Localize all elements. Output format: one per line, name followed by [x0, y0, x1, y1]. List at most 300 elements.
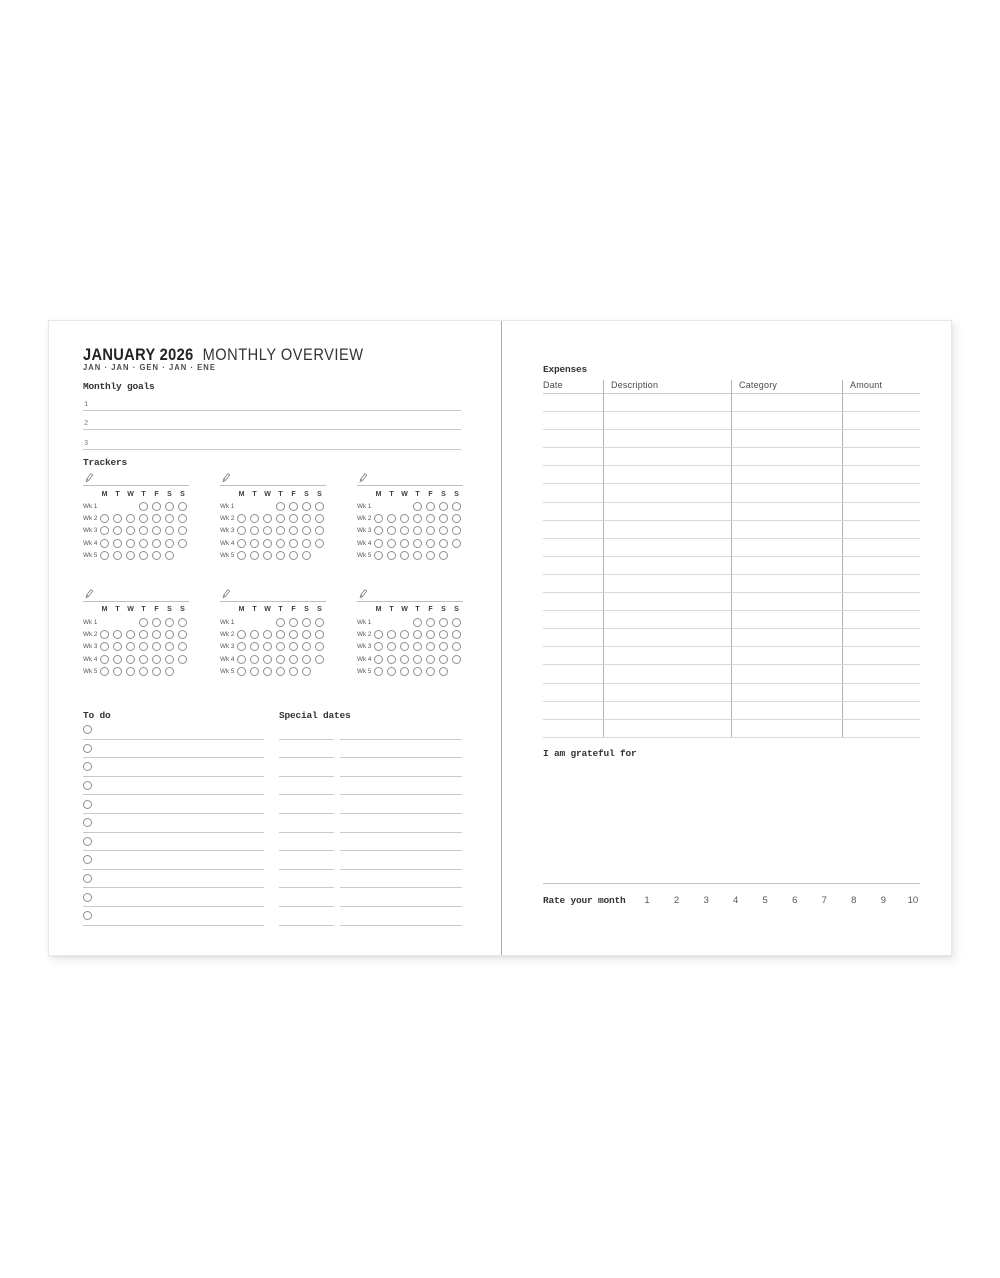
week-label: Wk 5 — [357, 668, 372, 676]
expense-cell — [603, 503, 731, 520]
day-cell — [163, 539, 176, 548]
day-cell — [424, 630, 437, 639]
day-circle — [452, 642, 461, 651]
day-cell — [261, 526, 274, 535]
tracker-day-header-row — [83, 604, 189, 616]
day-cell — [398, 514, 411, 523]
special-date-line — [279, 795, 334, 814]
day-cell — [137, 642, 150, 651]
day-cell — [313, 642, 326, 651]
day-circle — [302, 526, 311, 535]
day-cell — [300, 618, 313, 627]
expense-cell — [842, 484, 920, 501]
week-label: Wk 3 — [83, 643, 98, 651]
day-cell — [372, 514, 385, 523]
day-cell — [411, 502, 424, 511]
day-circle — [263, 630, 272, 639]
day-cell — [424, 539, 437, 548]
day-circle — [250, 539, 259, 548]
day-circle — [276, 618, 285, 627]
day-circle — [439, 630, 448, 639]
expense-header-cell: Category — [731, 380, 842, 393]
day-cell — [137, 618, 150, 627]
day-cell — [98, 642, 111, 651]
tracker-block — [220, 589, 326, 678]
todo-circle — [83, 818, 92, 827]
day-circle — [178, 539, 187, 548]
tracker-week-row — [83, 537, 189, 549]
day-cell — [248, 642, 261, 651]
day-circle — [439, 618, 448, 627]
expense-cell — [842, 557, 920, 574]
day-circle — [100, 539, 109, 548]
day-cell — [137, 630, 150, 639]
week-label: Wk 2 — [357, 515, 372, 523]
day-cell — [313, 655, 326, 664]
day-circle — [400, 526, 409, 535]
special-dates-label: Special dates — [279, 710, 351, 721]
day-cell — [287, 618, 300, 627]
day-circle — [302, 539, 311, 548]
expense-row — [543, 539, 920, 557]
tracker-day-header-row — [357, 488, 463, 500]
expense-cell — [603, 412, 731, 429]
day-cell — [300, 642, 313, 651]
day-cell — [150, 526, 163, 535]
day-cell — [137, 655, 150, 664]
day-header-cell: S — [167, 490, 172, 498]
day-circle — [426, 642, 435, 651]
day-cell — [163, 526, 176, 535]
day-header-cell: S — [454, 606, 459, 614]
day-circle — [126, 526, 135, 535]
week-label: Wk 5 — [220, 668, 235, 676]
expense-cell — [543, 448, 603, 465]
day-circle — [126, 539, 135, 548]
expense-row — [543, 611, 920, 629]
day-circle — [400, 551, 409, 560]
day-cell — [411, 539, 424, 548]
expense-cell — [543, 539, 603, 556]
day-circle — [289, 539, 298, 548]
tracker-name-line — [220, 473, 326, 486]
day-cell — [235, 539, 248, 548]
day-circle — [139, 667, 148, 676]
todo-circle — [83, 874, 92, 883]
expense-cell — [603, 430, 731, 447]
day-cell — [450, 655, 463, 664]
day-circle — [315, 618, 324, 627]
expense-row — [543, 394, 920, 412]
expense-cell — [543, 521, 603, 538]
day-circle — [387, 551, 396, 560]
expense-cell — [603, 394, 731, 411]
tracker-week-row — [357, 525, 463, 537]
day-circle — [237, 630, 246, 639]
day-circle — [400, 642, 409, 651]
day-cell — [176, 539, 189, 548]
day-cell — [300, 630, 313, 639]
expense-cell — [603, 665, 731, 682]
special-date-line — [279, 833, 334, 852]
day-cell — [150, 642, 163, 651]
day-cell — [424, 618, 437, 627]
day-header-cell: S — [167, 606, 172, 614]
day-header-cell: T — [252, 606, 257, 614]
week-label: Wk 4 — [83, 655, 98, 663]
right-page — [501, 321, 951, 955]
day-cell — [111, 514, 124, 523]
todo-row — [83, 777, 264, 796]
day-header-cell: M — [101, 490, 108, 498]
tracker-week-row — [357, 641, 463, 653]
day-circle — [426, 514, 435, 523]
day-cell — [176, 618, 189, 627]
day-circle — [439, 551, 448, 560]
expense-cell — [731, 720, 842, 737]
expense-row — [543, 448, 920, 466]
day-circle — [178, 502, 187, 511]
day-cell — [398, 630, 411, 639]
expense-cell — [543, 430, 603, 447]
tracker-week-row — [83, 500, 189, 512]
goal-line-number: 1 — [84, 400, 89, 409]
day-circle — [315, 502, 324, 511]
day-cell — [261, 514, 274, 523]
day-cell — [450, 618, 463, 627]
day-cell — [300, 514, 313, 523]
day-cell — [137, 514, 150, 523]
pencil-icon — [84, 472, 94, 484]
special-date-line — [279, 907, 334, 926]
day-header-cell: T — [278, 490, 283, 498]
todo-row — [83, 740, 264, 759]
rate-number: 7 — [821, 895, 827, 906]
day-circle — [237, 667, 246, 676]
todo-row — [83, 870, 264, 889]
day-circle — [452, 630, 461, 639]
week-label: Wk 5 — [357, 552, 372, 560]
week-label: Wk 1 — [357, 502, 372, 510]
day-cell — [150, 502, 163, 511]
day-circle — [276, 655, 285, 664]
goal-line-number: 2 — [84, 420, 89, 428]
day-cell — [248, 667, 261, 676]
day-circle — [426, 526, 435, 535]
tracker-week-row — [83, 628, 189, 640]
day-circle — [387, 630, 396, 639]
week-label: Wk 1 — [83, 502, 98, 510]
day-cell — [450, 539, 463, 548]
tracker-week-row — [83, 512, 189, 524]
expense-cell — [543, 684, 603, 701]
day-circle — [165, 551, 174, 560]
day-circle — [413, 551, 422, 560]
day-cell — [98, 551, 111, 560]
day-cell — [150, 551, 163, 560]
expense-cell — [543, 557, 603, 574]
special-date-row — [279, 814, 462, 833]
day-circle — [139, 655, 148, 664]
expense-row — [543, 720, 920, 738]
expense-cell — [842, 412, 920, 429]
day-circle — [113, 514, 122, 523]
day-circle — [126, 655, 135, 664]
day-circle — [413, 618, 422, 627]
day-circle — [263, 667, 272, 676]
week-label: Wk 1 — [220, 618, 235, 626]
day-cell — [124, 642, 137, 651]
day-cell — [313, 514, 326, 523]
special-date-row — [279, 851, 462, 870]
day-cell — [176, 502, 189, 511]
day-circle — [439, 514, 448, 523]
expense-row — [543, 647, 920, 665]
day-cell — [411, 551, 424, 560]
expense-cell — [731, 593, 842, 610]
expense-cell — [842, 720, 920, 737]
day-circle — [413, 539, 422, 548]
expense-header-cell: Amount — [842, 380, 920, 393]
week-label: Wk 4 — [220, 655, 235, 663]
expense-cell — [731, 430, 842, 447]
day-circle — [165, 514, 174, 523]
tracker-name-line — [357, 589, 463, 602]
day-cell — [235, 667, 248, 676]
day-cell — [385, 514, 398, 523]
rate-number: 1 — [644, 895, 650, 906]
day-cell — [437, 502, 450, 511]
day-circle — [315, 655, 324, 664]
day-header-cell: T — [389, 490, 394, 498]
day-circle — [152, 655, 161, 664]
day-circle — [139, 514, 148, 523]
day-circle — [387, 667, 396, 676]
special-date-line — [279, 888, 334, 907]
day-cell — [274, 551, 287, 560]
day-cell — [411, 526, 424, 535]
rate-number: 6 — [792, 895, 798, 906]
day-cell — [300, 502, 313, 511]
day-cell — [398, 642, 411, 651]
goal-line — [83, 391, 461, 411]
day-header-cell: W — [264, 490, 271, 498]
expense-cell — [543, 484, 603, 501]
day-circle — [152, 539, 161, 548]
tracker-week-row — [83, 641, 189, 653]
expense-cell — [842, 665, 920, 682]
special-date-line — [279, 721, 334, 740]
day-cell — [98, 539, 111, 548]
rate-number: 2 — [673, 895, 680, 906]
tracker-week-row — [357, 666, 463, 678]
day-header-cell: T — [141, 490, 146, 498]
tracker-week-row — [220, 641, 326, 653]
expense-cell — [842, 647, 920, 664]
todo-row — [83, 888, 264, 907]
day-circle — [113, 655, 122, 664]
day-circle — [113, 667, 122, 676]
day-header-cell: S — [441, 606, 446, 614]
rate-month-label: Rate your month — [543, 895, 626, 906]
day-circle — [165, 655, 174, 664]
day-cell — [385, 655, 398, 664]
special-date-row — [279, 777, 462, 796]
day-circle — [302, 551, 311, 560]
expense-cell — [603, 521, 731, 538]
week-label: Wk 3 — [220, 643, 235, 651]
week-label: Wk 3 — [83, 527, 98, 535]
day-cell — [137, 539, 150, 548]
day-cell — [274, 618, 287, 627]
expense-row — [543, 484, 920, 502]
day-circle — [289, 514, 298, 523]
special-date-row — [279, 721, 462, 740]
day-header-cell: T — [415, 490, 420, 498]
day-cell — [300, 526, 313, 535]
tracker-week-row — [83, 616, 189, 628]
day-circle — [165, 667, 174, 676]
tracker-week-row — [220, 666, 326, 678]
day-circle — [289, 618, 298, 627]
day-circle — [302, 667, 311, 676]
day-header-cell: S — [304, 490, 309, 498]
day-cell — [124, 630, 137, 639]
day-cell — [437, 514, 450, 523]
expense-cell — [731, 394, 842, 411]
expenses-label: Expenses — [543, 364, 588, 375]
day-cell — [261, 551, 274, 560]
week-label: Wk 3 — [220, 527, 235, 535]
expense-cell — [842, 593, 920, 610]
day-cell — [150, 655, 163, 664]
week-label: Wk 1 — [83, 618, 98, 626]
day-cell — [274, 539, 287, 548]
day-circle — [139, 551, 148, 560]
day-circle — [139, 618, 148, 627]
day-circle — [178, 655, 187, 664]
day-cell — [437, 655, 450, 664]
day-header-cell: W — [401, 606, 408, 614]
expense-row — [543, 503, 920, 521]
day-circle — [315, 514, 324, 523]
day-cell — [235, 551, 248, 560]
todo-row — [83, 907, 264, 926]
day-cell — [98, 526, 111, 535]
day-circle — [426, 618, 435, 627]
day-cell — [450, 526, 463, 535]
day-cell — [424, 526, 437, 535]
special-event-line — [340, 721, 462, 740]
day-header-cell: M — [375, 490, 382, 498]
day-circle — [276, 667, 285, 676]
tracker-block — [83, 589, 189, 678]
rate-number: 10 — [907, 895, 919, 906]
day-header-cell: S — [180, 606, 185, 614]
rate-number: 4 — [732, 895, 739, 906]
day-circle — [165, 539, 174, 548]
pencil-icon — [221, 588, 231, 600]
day-cell — [398, 667, 411, 676]
day-cell — [98, 667, 111, 676]
expense-cell — [842, 394, 920, 411]
day-circle — [100, 655, 109, 664]
day-cell — [424, 667, 437, 676]
tracker-week-row — [357, 512, 463, 524]
day-circle — [315, 539, 324, 548]
day-cell — [287, 630, 300, 639]
expense-cell — [543, 575, 603, 592]
day-cell — [274, 667, 287, 676]
expense-cell — [731, 539, 842, 556]
day-cell — [437, 618, 450, 627]
day-cell — [261, 539, 274, 548]
day-cell — [235, 655, 248, 664]
day-circle — [400, 514, 409, 523]
special-date-line — [279, 740, 334, 759]
day-cell — [385, 667, 398, 676]
day-cell — [163, 630, 176, 639]
day-circle — [302, 630, 311, 639]
day-cell — [163, 642, 176, 651]
day-circle — [263, 655, 272, 664]
day-header-cell: T — [389, 606, 394, 614]
day-cell — [111, 655, 124, 664]
day-circle — [400, 667, 409, 676]
day-circle — [165, 526, 174, 535]
day-circle — [387, 514, 396, 523]
tracker-week-row — [220, 525, 326, 537]
trackers-label: Trackers — [83, 457, 128, 468]
day-circle — [237, 514, 246, 523]
expense-cell — [543, 665, 603, 682]
tracker-week-row — [83, 525, 189, 537]
day-header-cell: T — [141, 606, 146, 614]
day-cell — [411, 630, 424, 639]
special-event-line — [340, 833, 462, 852]
expense-cell — [842, 575, 920, 592]
expense-cell — [603, 629, 731, 646]
todo-circle — [83, 911, 92, 920]
planner-spread — [48, 320, 952, 956]
day-circle — [152, 630, 161, 639]
day-circle — [289, 642, 298, 651]
expense-cell — [543, 720, 603, 737]
day-header-cell: M — [101, 606, 108, 614]
expense-header-cell: Date — [543, 380, 563, 390]
expense-cell — [603, 484, 731, 501]
day-cell — [274, 642, 287, 651]
tracker-week-row — [220, 653, 326, 665]
day-circle — [113, 539, 122, 548]
expense-cell — [731, 466, 842, 483]
todo-row — [83, 758, 264, 777]
day-circle — [289, 655, 298, 664]
special-event-line — [340, 814, 462, 833]
monthly-goals-lines — [83, 391, 461, 450]
tracker-week-row — [220, 616, 326, 628]
day-cell — [398, 655, 411, 664]
todo-list — [83, 721, 264, 926]
expense-row — [543, 684, 920, 702]
day-circle — [387, 642, 396, 651]
week-label: Wk 2 — [357, 631, 372, 639]
day-cell — [424, 642, 437, 651]
page-title — [83, 345, 364, 365]
day-cell — [176, 655, 189, 664]
tracker-week-row — [220, 537, 326, 549]
day-cell — [176, 642, 189, 651]
